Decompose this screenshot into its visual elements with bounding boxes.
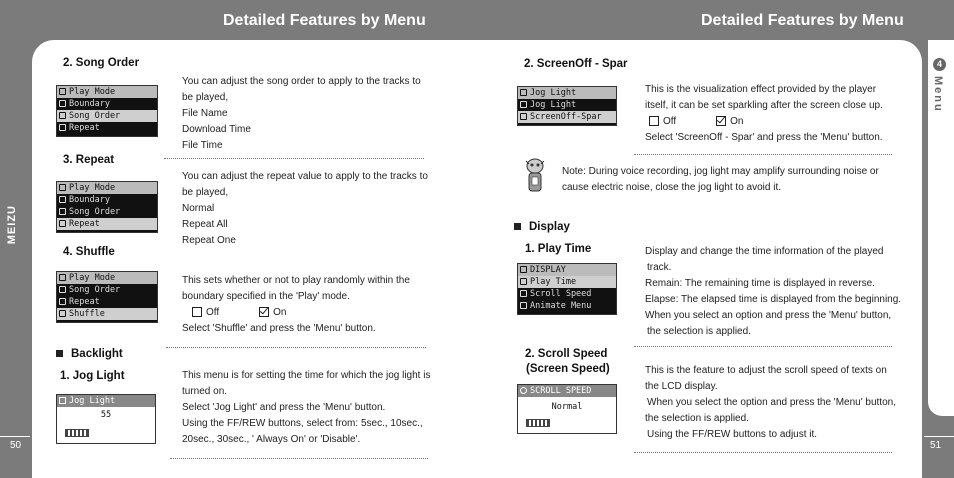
lcd-row: Song Order bbox=[57, 110, 157, 122]
lcd-scroll-speed bbox=[517, 384, 617, 434]
repeat-icon bbox=[59, 124, 66, 131]
song-order-icon bbox=[59, 208, 66, 215]
jog-light-text: This menu is for setting the time for which the jog light is turned on. Select 'Jog Light' and press the 'Menu' button. Using the FF/REW buttons, select from: 5sec., 10sec., 20sec., 30sec., ' Always On' or 'Disable'. bbox=[182, 370, 431, 445]
lcd-row: Song Order bbox=[57, 206, 157, 218]
repeat-icon bbox=[59, 298, 66, 305]
scroll-icon bbox=[520, 290, 527, 297]
lcd-head: SCROLL SPEED bbox=[518, 385, 616, 397]
lcd-row: Jog Light bbox=[518, 99, 616, 111]
header-right: Detailed Features by Menu bbox=[701, 12, 904, 29]
jog-light-icon bbox=[520, 101, 527, 108]
lcd-row: DISPLAY bbox=[518, 264, 616, 276]
scroll-speed-text: This is the feature to adjust the scroll speed of texts on the LCD display. When you select the option and press the 'Menu' button, the selection is applied. Using the FF/REW buttons to adjust it. bbox=[645, 365, 896, 440]
bullet-icon bbox=[56, 350, 63, 357]
tab-number: 4 bbox=[933, 58, 946, 71]
shuffle-icon bbox=[59, 310, 66, 317]
song-order-title: 2. Song Order bbox=[63, 57, 140, 69]
repeat-icon bbox=[59, 220, 66, 227]
lcd-row: Song Order bbox=[57, 284, 157, 296]
lcd-row: Play Mode bbox=[57, 182, 157, 194]
note-text: Note: During voice recording, jog light may amplify surrounding noise or cause electric noise, close the jog light to avoid it. bbox=[562, 166, 879, 193]
lcd-row: Boundary bbox=[57, 194, 157, 206]
page-number-right: 51 bbox=[930, 440, 942, 451]
checkbox-off-icon bbox=[649, 116, 659, 126]
backlight-section: Backlight bbox=[56, 348, 123, 360]
song-order-icon bbox=[59, 112, 66, 119]
lcd-value: Normal bbox=[551, 402, 583, 412]
tab-label: Menu bbox=[932, 76, 944, 113]
lcd-row: Repeat bbox=[57, 296, 157, 308]
level-bar bbox=[65, 429, 89, 437]
page-number-left: 50 bbox=[10, 440, 22, 451]
display-icon bbox=[520, 266, 527, 273]
song-order-text: You can adjust the song order to apply to the tracks to be played, File Name Download Time File Time bbox=[182, 76, 421, 151]
divider bbox=[634, 154, 892, 155]
bullet-icon bbox=[514, 223, 521, 230]
screen-off-icon bbox=[520, 113, 527, 120]
scroll-speed-icon bbox=[520, 387, 527, 394]
lcd-shuffle bbox=[56, 271, 158, 323]
scroll-speed-subtitle: (Screen Speed) bbox=[526, 363, 610, 375]
repeat-title: 3. Repeat bbox=[63, 154, 115, 166]
lcd-row: Scroll Speed bbox=[518, 288, 616, 300]
display-section: Display bbox=[514, 221, 570, 233]
lcd-head: Jog Light bbox=[57, 395, 155, 407]
divider bbox=[170, 458, 428, 459]
divider bbox=[634, 452, 892, 453]
animate-icon bbox=[520, 302, 527, 309]
shuffle-title: 4. Shuffle bbox=[63, 246, 115, 258]
divider bbox=[166, 347, 426, 348]
screenoff-title: 2. ScreenOff - Spar bbox=[524, 58, 628, 70]
mascot-icon bbox=[524, 157, 546, 195]
divider bbox=[164, 158, 424, 159]
lcd-row: Play Time bbox=[518, 276, 616, 288]
shuffle-text: This sets whether or not to play randomly within the boundary specified in the 'Play' mode. Off On Select 'Shuffle' and press the 'Menu' button. bbox=[182, 275, 410, 334]
scroll-speed-title: 2. Scroll Speed bbox=[525, 348, 608, 360]
lcd-row: Jog Light bbox=[518, 87, 616, 99]
brand-logo: MEIZU bbox=[6, 205, 18, 245]
play-time-text: Display and change the time information of the played track. Remain: The remaining time is displayed in reverse. Elapse: The elapsed time is displayed from the beginning. When you select an option and press the 'Menu' button, the selection is applied. bbox=[645, 246, 902, 337]
repeat-text: You can adjust the repeat value to apply to the tracks to be played, Normal Repeat All Repeat One bbox=[182, 171, 428, 246]
lcd-row: Play Mode bbox=[57, 86, 157, 98]
play-mode-icon bbox=[59, 184, 66, 191]
clock-icon bbox=[520, 278, 527, 285]
boundary-icon bbox=[59, 100, 66, 107]
header-left: Detailed Features by Menu bbox=[223, 12, 426, 29]
lcd-row: Repeat bbox=[57, 218, 157, 230]
lcd-row: Shuffle bbox=[57, 308, 157, 320]
lcd-jog-light bbox=[56, 394, 156, 444]
play-mode-icon bbox=[59, 274, 66, 281]
jog-light-title: 1. Jog Light bbox=[60, 370, 125, 382]
play-mode-icon bbox=[59, 88, 66, 95]
lcd-row: Play Mode bbox=[57, 272, 157, 284]
lcd-row: ScreenOff-Spar bbox=[518, 111, 616, 123]
jog-light-icon bbox=[520, 89, 527, 96]
song-order-icon bbox=[59, 286, 66, 293]
lcd-value: 55 bbox=[100, 410, 112, 420]
level-bar bbox=[526, 419, 550, 427]
divider bbox=[634, 346, 892, 347]
lcd-repeat bbox=[56, 181, 158, 233]
checkbox-checked-icon bbox=[259, 307, 269, 317]
lcd-row: Boundary bbox=[57, 98, 157, 110]
jog-light-icon bbox=[59, 397, 66, 404]
lcd-display bbox=[517, 263, 617, 315]
screenoff-text: This is the visualization effect provided by the player itself, it can be set sparkling after the screen close up. Off On Select 'ScreenOff - Spar' and press the 'Menu' button. bbox=[645, 84, 883, 143]
checkbox-off-icon bbox=[192, 307, 202, 317]
lcd-row: Animate Menu bbox=[518, 300, 616, 312]
lcd-song-order bbox=[56, 85, 158, 137]
boundary-icon bbox=[59, 196, 66, 203]
checkbox-checked-icon bbox=[716, 116, 726, 126]
play-time-title: 1. Play Time bbox=[525, 243, 592, 255]
lcd-row: Repeat bbox=[57, 122, 157, 134]
lcd-screenoff bbox=[517, 86, 617, 126]
